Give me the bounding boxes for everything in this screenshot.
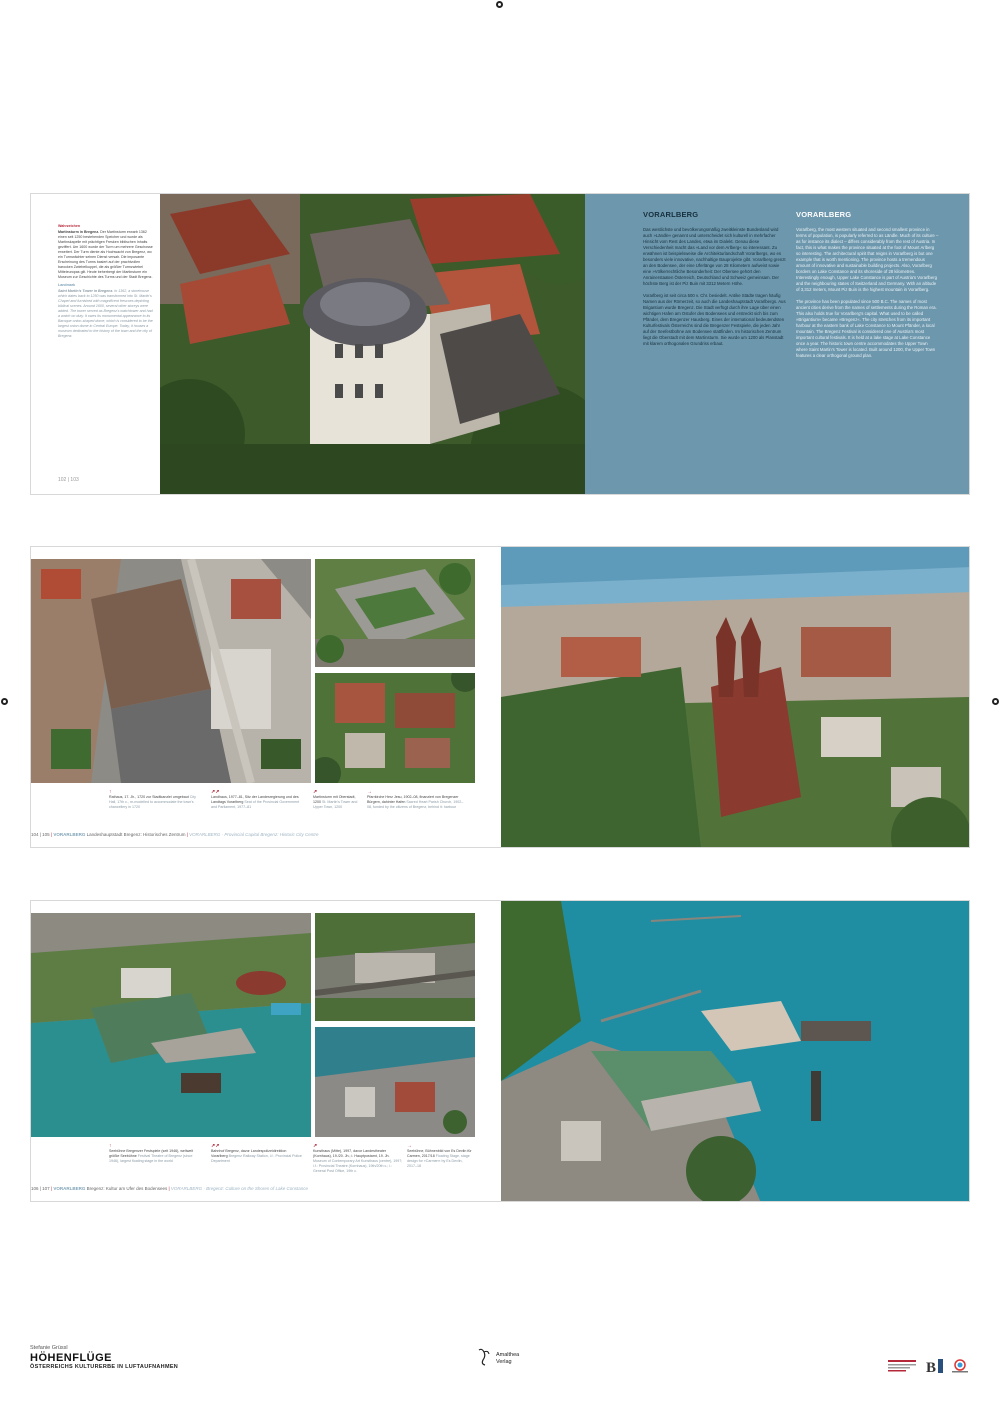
caption-carmen (407, 1144, 472, 1169)
martinsturm-aerial-photo (160, 194, 585, 495)
author-name: Stefanie Grüssl (30, 1345, 68, 1351)
caption-header-de: Wahrzeichen (58, 224, 81, 228)
caption-de: Kunsthaus (Mitte), 1997, davor Landestheater (Kornhaus), 19./20. Jh.; i. Hauptpostamt, 19. Jh. (313, 1149, 390, 1158)
page-number: 102 | 103 (58, 477, 79, 483)
spread-104-105 (30, 546, 970, 848)
footer-separator: | (186, 832, 190, 837)
vorarlberg-text-panel (585, 194, 970, 495)
caption-de: Seebühne Bregenzer Festspiele (seit 1946), weltweit größte Seebühne (109, 1149, 194, 1158)
paragraph-en-1: Vorarlberg, the most western situated and second smallest province in terms of population, is popularly referred to as Ländle. Much of its culture – as for instance its dialect – differs considerably from the rest of Austria. In fact, this is what makes the province situated at the foot of Mount Arlberg so interesting. The architectural spirit that reigns in Vorarlberg is but one example that is worth mentioning. The province hosts a tremendous amount of innovative and sustainable building projects. Also, Vorarlberg borders on Lake Constance and its shoreside of 28 kilometres. Interestingly enough, Upper Lake Constance is part of Austria's Vorarlberg and the neighbouring states of Switzerland and Germany. With an altitude of 3,312 meters, Mount Piz Buin is the highest mountain in Vorarlberg. (796, 227, 939, 292)
caption-en: City Hall, 17th c., re-modelled to accommodate the town's chancellery in 1720 (109, 795, 196, 809)
seebuehne-carmen-photo (501, 901, 970, 1202)
kunsthaus-aerial-photo (315, 1027, 475, 1137)
martinsturm-caption (58, 224, 154, 339)
arrow-up-right-icon: ↗↗ (211, 789, 220, 795)
registration-mark-top (496, 1, 503, 8)
landhaus-aerial-photo (315, 559, 475, 667)
caption-en: Seat of the Provincial Government and Parliament, 1977–81 (211, 800, 300, 809)
footer-separator: | (50, 832, 54, 837)
caption-de: Martinsturm mit Oberstadt, 1200 (313, 795, 356, 804)
caption-martinsturm (313, 790, 363, 810)
caption-en: Museum of Contemporary Art Kunsthaus (centre), 1997; i.f.: Provincial Theatre (Kornhaus), 19th/20th c.; i.: General Post Office, 19th c. (313, 1159, 403, 1173)
caption-en: Festival Theatre of Bregenz (since 1946), largest floating stage in the world (109, 1154, 193, 1163)
amalthea-goat-icon (476, 1348, 492, 1366)
sponsor-logo-3 (952, 1360, 968, 1373)
book-title: HÖHENFLÜGE (30, 1352, 112, 1364)
rathaus-aerial-photo (31, 559, 311, 783)
arrow-up-right-icon: ↗↗ (211, 1143, 220, 1149)
arrow-up-right-icon: ↗ (313, 789, 318, 795)
paragraph-en-2: The province has been populated since 500 B.C. The names of most ancient cities derive from the names of settlements during the Roman era. This also holds true for Vorarlberg's capital. What used to be called »Brigantium« became »Bregenz«. The city stretches from its important harbour at the eastern bank of Lake Constance to Mount Pfänder, a local mountain. The Bregenz Festival is considered one of Austria's most important cultural festivals. It is held at a lake stage at Lake Constance once a year. The historic town centre accommodates the Upper Town where Saint Martin's Tower is located. Built around 1200, the Upper Town features a clear orthogonal ground plan. (796, 299, 937, 358)
paragraph-de-2: Vorarlberg ist seit circa 500 v. Chr. besiedelt. Antike Städte tragen häufig Namen aus der Römerzeit, so auch die Landeshauptstadt Vorarlbergs. Aus Brigantium wurde Bregenz. Die Stadt verfügt durch ihre Lage über einen wichtigen Hafen am Ostufer des Bodensees und erstreckt sich bis zum Pfänder, dem Bregenzer Hausberg. Eines der international bedeutendsten Kulturfestivals Österreichs sind die Bregenzer Festspiele, die jeden Jahr auf der Seefestbühne am Bodensee stattfinden. Im historischen Zentrum liegt die Oberstadt mit dem Martinsturm. Sie wurde um 1200 als Planstadt mit klarem orthogonalen Grundriss erbaut. (643, 293, 786, 346)
footer-separator: | (50, 1186, 54, 1191)
publisher-sub: Verlag (496, 1359, 512, 1365)
caption-de: Landhaus, 1977–81, Sitz der Landesregierung und des Landtags Vorarlberg (211, 795, 299, 804)
caption-herz-jesu (367, 790, 467, 810)
sponsor-logos (888, 1356, 972, 1376)
seebuehne-aerial-photo (31, 913, 311, 1137)
caption-en: Bregenz Railway Station, i.f.: Provincial Police Department (211, 1154, 302, 1163)
footer-title-de: Bregenz: Kultur am Ufer des Bodensees (86, 1186, 168, 1191)
footer-region: VORARLBERG (53, 1186, 86, 1191)
arrow-up-icon: ↑ (109, 1143, 112, 1149)
caption-de: Bahnhof Bregenz, davor Landespolizeidirektion Vorarlberg (211, 1149, 287, 1158)
arrow-right-icon: → (407, 1143, 412, 1149)
caption-rathaus (109, 790, 201, 810)
arrow-right-icon: → (367, 789, 372, 795)
text-column-en (796, 210, 939, 365)
caption-de: Seebühne, Bühnenbild von Es Devlin für Carmen, 2017/18 (407, 1149, 472, 1158)
page-footer (31, 832, 318, 837)
footer-separator: | (168, 1186, 171, 1191)
footer-page-number: 106 | 107 (31, 1186, 50, 1191)
caption-landhaus (211, 790, 303, 810)
caption-body-de: Der Martinsturm erwarb 1362 einen seit 1250 bestehenden Speicher und wurde als Martinskapelle mit prächtigen Fresken biblischen Inhalts geziffert. Um 1600 wurde der Turm um mehrere Geschosse erweitert. Der Turm diente als Hochwacht von Bregenz, wo ein Turmwächter seinen Dienst versah. Die imposante Erscheinung des Turms basiert auf der prachtvollen barocken Zwiebelkuppel, die als größter Turmzwiebel Mitteleuropas gilt. Heute beherbergt der Martinsturm ein Museum zur Geschichte des Turms und der Stadt Bregenz. (58, 230, 153, 279)
sponsor-logo-1 (888, 1360, 916, 1372)
caption-de: Rathaus, 17. Jh., 1720 zur Stadtkanzlei umgebaut (109, 795, 189, 799)
text-column-de (643, 210, 786, 353)
book-credits (30, 1345, 178, 1370)
svg-text:B: B (926, 1360, 937, 1376)
footer-page-number: 104 | 105 (31, 832, 50, 837)
paragraph-de-1: Das westlichste und bevölkerungsmäßig zweitkleinste Bundesland wird auch »Ländle« genannt und unterscheidet sich kulturell in mehrfacher Hinsicht vom Rest des Landes, etwa im Dialekt. Genau diese Verschiedenheit macht das »Land vor dem Arlberg« so interessant. Zu erwähnen ist beispielsweise die Architekturlandschaft Vorarlbergs, wo es besonders viele innovative, nachhaltige Bauprojekte gibt. Vorarlberg grenzt an den Bodensee, der eine Uferlänge von 28 Kilometern aufweist sowie eine »Völkerrechtliche Besonderheit: Der Obersee gehört den Anrainerstaaten Österreich, Deutschland und Schweiz gemeinsam. Der höchste Berg ist der Piz Buin mit 3312 Metern Höhe. (643, 227, 786, 286)
caption-bahnhof (211, 1144, 303, 1164)
caption-kunsthaus (313, 1144, 403, 1174)
caption-title-en: Saint Martin's Tower in Bregenz. (58, 289, 114, 293)
registration-mark-right (992, 698, 999, 705)
publisher-name: Amalthea (496, 1352, 520, 1358)
caption-de: Pfarrkirche Herz Jesu, 1902–08, finanziert von Bregenzer Bürgern, dahinter Hafen (367, 795, 459, 804)
arrow-up-right-icon: ↗ (313, 1143, 318, 1149)
heading-en: VORARLBERG (796, 210, 852, 219)
caption-title-de: Martinsturm in Bregenz. (58, 230, 100, 234)
registration-mark-left (1, 698, 8, 705)
footer-region: VORARLBERG (53, 832, 86, 837)
book-subtitle: ÖSTERREICHS KULTURERBE IN LUFTAUFNAHMEN (30, 1364, 179, 1370)
herz-jesu-church-photo (501, 547, 970, 848)
footer-title-de: Landeshauptstadt Bregenz: Historisches Zentrum (86, 832, 186, 837)
spread-106-107 (30, 900, 970, 1202)
bahnhof-aerial-photo (315, 913, 475, 1021)
arrow-up-icon: ↑ (109, 789, 112, 795)
caption-seebuehne (109, 1144, 201, 1164)
caption-header-en: Landmark (58, 283, 76, 287)
caption-en: Floating Stage, stage design for »Carmen« by Es Devlin, 2017–18 (407, 1154, 470, 1168)
footer-title-en: VORARLBERG · Bregenz: Culture on the Shores of Lake Constance (170, 1186, 308, 1191)
footer-title-en: VORARLBERG · Provincial Capital Bregenz: Historic City Centre (189, 832, 319, 837)
caption-body-en: In 1362, a storehouse which dates back to 1250 was transformed into St. Martin's Chapel and furnished with magnificent frescoes depicting biblical scenes. Around 1600, several other storeys were added. The tower served as Bregenz's watchtower and had a watch on duty. It owes its monumental appearance to its Baroque onion-shaped dome, which is considered to be the largest onion dome in Central Europe. Today, it houses a museum dedicated to the history of the town and the city of Bregenz. (58, 289, 153, 338)
caption-en: St. Martin's Tower and Upper Town, 1200 (313, 800, 358, 809)
publisher-logo (478, 1352, 519, 1366)
sponsor-logo-2 (926, 1359, 943, 1376)
page-footer (31, 1186, 308, 1191)
martinsturm-oberstadt-photo (315, 673, 475, 783)
caption-en: Sacred Heart Parish Church, 1902–08, funded by the citizens of Bregenz, behind it: harbour (367, 800, 464, 809)
heading-de: VORARLBERG (643, 210, 699, 219)
spread-102-103 (30, 193, 970, 495)
